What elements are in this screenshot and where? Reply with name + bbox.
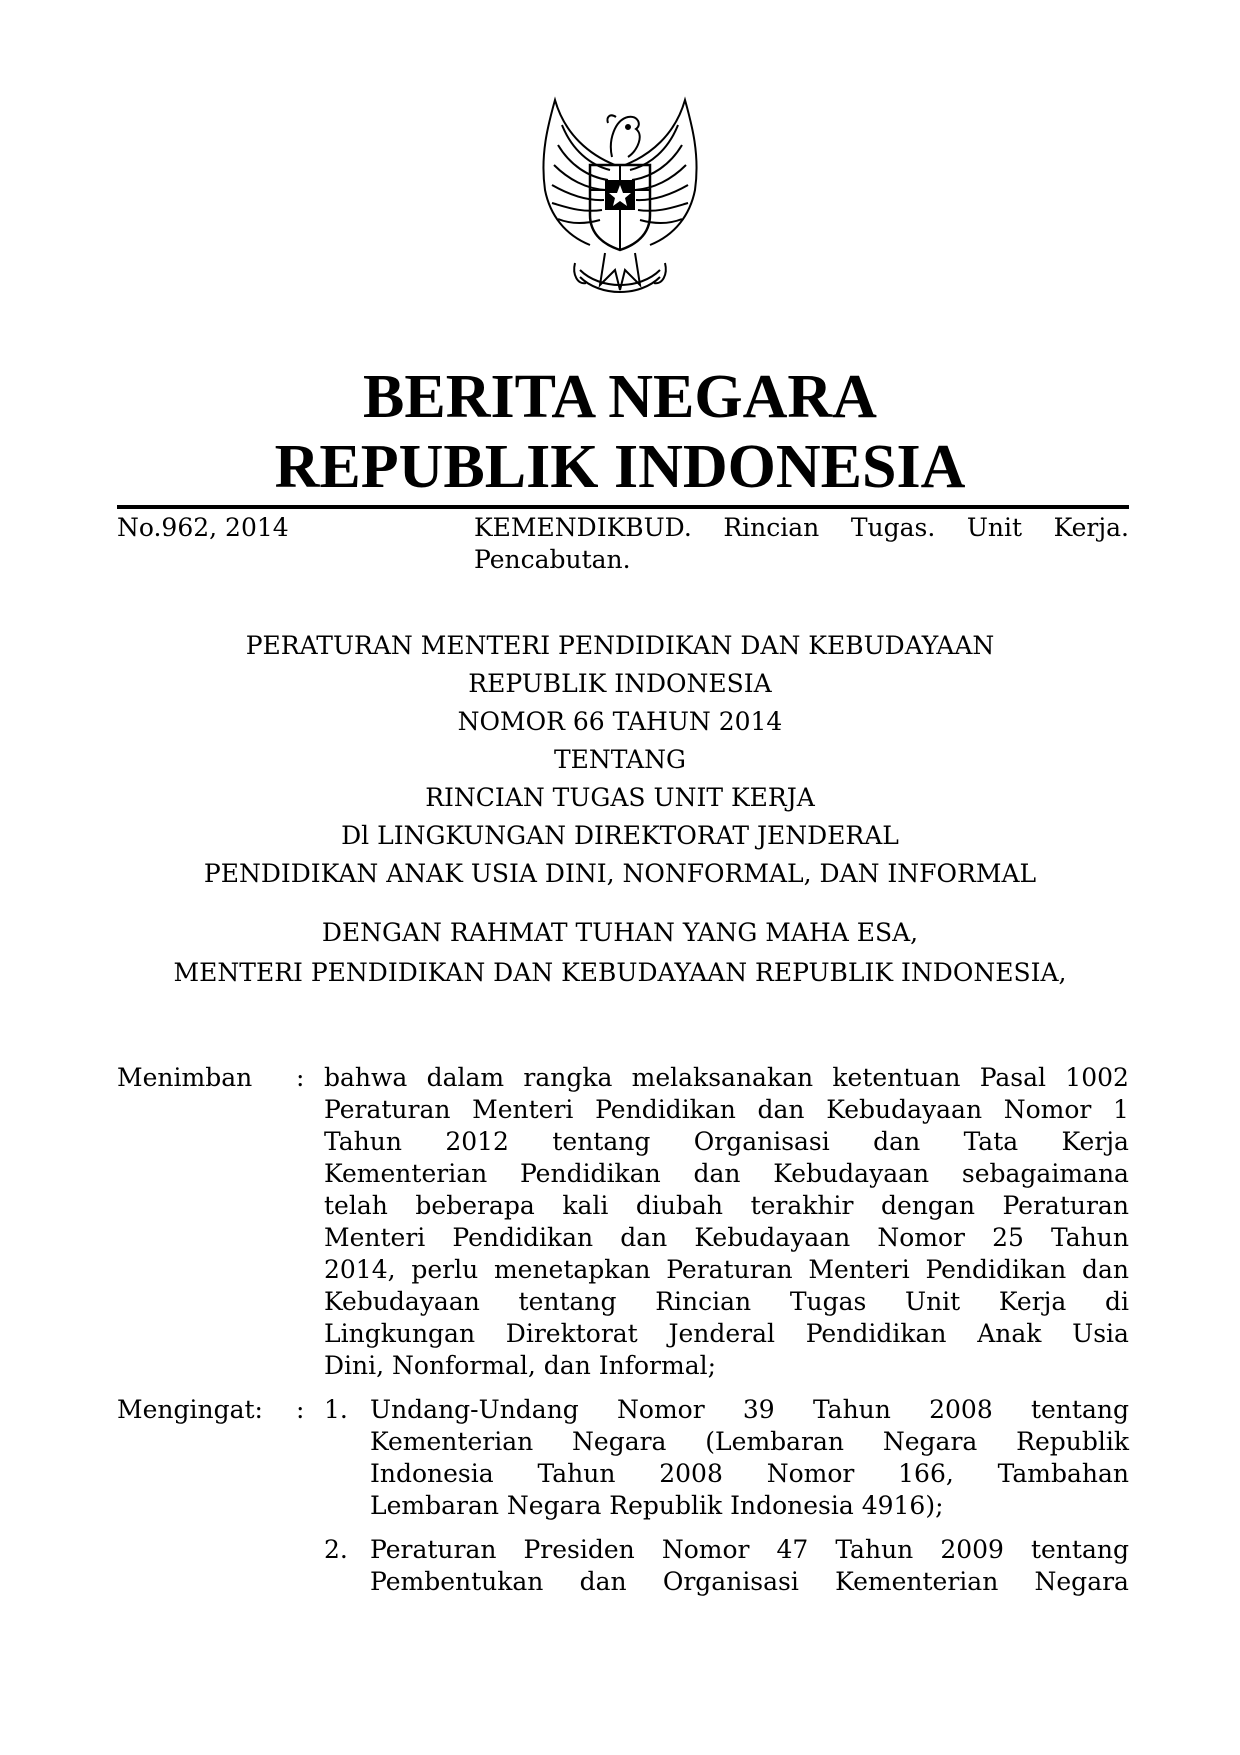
- text-line: [324, 1318, 1129, 1350]
- word: Negara: [882, 1427, 978, 1456]
- header-divider: [117, 505, 1129, 509]
- word: 2012: [445, 1127, 509, 1156]
- text-line: [370, 1426, 1129, 1458]
- word: Anak: [977, 1319, 1042, 1348]
- word: Rincian: [655, 1287, 752, 1316]
- word: Peraturan: [666, 1255, 793, 1284]
- subject-word: Unit: [966, 513, 1023, 542]
- word: Menteri: [472, 1095, 574, 1124]
- text-line: [324, 1062, 1129, 1094]
- word: Organisasi: [662, 1567, 799, 1596]
- word: menetapkan: [493, 1255, 651, 1284]
- word: 47: [776, 1535, 809, 1564]
- word: Tata: [963, 1127, 1019, 1156]
- regulation-line: REPUBLIK INDONESIA: [468, 669, 772, 698]
- word: Kementerian: [370, 1427, 534, 1456]
- preamble-line: DENGAN RAHMAT TUHAN YANG MAHA ESA,: [321, 918, 919, 947]
- word: Kementerian: [324, 1159, 488, 1188]
- text-line: Dini, Nonformal, dan Informal;: [324, 1351, 717, 1380]
- mengingat-colon: :: [296, 1395, 305, 1424]
- word: kali: [562, 1191, 609, 1220]
- text-line: [370, 1534, 1129, 1566]
- mengingat-label: Mengingat:: [117, 1395, 263, 1424]
- publication-title-line2: REPUBLIK INDONESIA: [274, 433, 966, 501]
- word: dalam: [426, 1063, 505, 1092]
- preamble-heading: [0, 913, 1240, 993]
- word: Kebudayaan: [773, 1159, 930, 1188]
- word: 2014,: [324, 1255, 396, 1284]
- word: 2008: [659, 1459, 723, 1488]
- subject-word: KEMENDIKBUD.: [474, 513, 692, 542]
- regulation-line: PERATURAN MENTERI PENDIDIKAN DAN KEBUDAYAAN: [245, 631, 995, 660]
- mengingat-item-number: 1.: [324, 1395, 348, 1424]
- word: di: [1104, 1287, 1129, 1316]
- word: Negara: [572, 1427, 667, 1456]
- word: Nomor: [766, 1459, 855, 1488]
- word: Unit: [905, 1287, 961, 1316]
- word: Tugas: [789, 1287, 867, 1316]
- word: 166,: [898, 1459, 954, 1488]
- word: Negara: [1034, 1567, 1129, 1596]
- word: dan: [620, 1223, 668, 1252]
- word: dan: [873, 1127, 921, 1156]
- subject-word: Tugas.: [850, 513, 936, 542]
- word: Usia: [1072, 1319, 1129, 1348]
- word: Kementerian: [835, 1567, 999, 1596]
- word: sebagaimana: [961, 1159, 1129, 1188]
- mengingat-item-text: [370, 1534, 1129, 1598]
- word: perlu: [411, 1255, 479, 1284]
- word: dan: [579, 1567, 627, 1596]
- word: Kerja: [1061, 1127, 1129, 1156]
- menimbang-colon: :: [296, 1063, 305, 1092]
- word: dan: [693, 1159, 741, 1188]
- text-line: [370, 1566, 1129, 1598]
- word: Tahun: [835, 1535, 914, 1564]
- text-line: [324, 1222, 1129, 1254]
- word: Nomor: [1003, 1095, 1092, 1124]
- text-line: Lembaran Negara Republik Indonesia 4916);: [370, 1491, 944, 1520]
- word: Tahun: [324, 1127, 402, 1156]
- word: Menteri: [324, 1223, 426, 1252]
- word: Pendidikan: [519, 1159, 661, 1188]
- word: Peraturan: [324, 1095, 451, 1124]
- word: Tahun: [537, 1459, 616, 1488]
- publication-number: No.962, 2014: [117, 513, 289, 542]
- menimbang-label: Menimban: [117, 1063, 253, 1092]
- word: Tahun: [812, 1395, 891, 1424]
- word: Undang-Undang: [370, 1395, 579, 1424]
- text-line: [324, 1254, 1129, 1286]
- mengingat-item-text: [370, 1394, 1129, 1522]
- word: Kebudayaan: [694, 1223, 851, 1252]
- word: Tahun: [1051, 1223, 1129, 1252]
- word: Direktorat: [505, 1319, 638, 1348]
- word: Nomor: [877, 1223, 965, 1252]
- word: Kebudayaan: [324, 1287, 480, 1316]
- word: Pembentukan: [370, 1567, 544, 1596]
- publication-title-line1: BERITA NEGARA: [363, 363, 877, 431]
- word: Peraturan: [1002, 1191, 1129, 1220]
- subject-line: [474, 512, 1129, 544]
- publication-subject: [474, 512, 1129, 576]
- text-line: [370, 1394, 1129, 1426]
- word: 1002: [1065, 1063, 1129, 1092]
- garuda-emblem-icon: [520, 95, 720, 310]
- word: Pendidikan: [805, 1319, 947, 1348]
- word: 39: [742, 1395, 775, 1424]
- word: Organisasi: [693, 1127, 830, 1156]
- mengingat-item-number: 2.: [324, 1535, 348, 1564]
- text-line: [370, 1458, 1129, 1490]
- text-line: [324, 1190, 1129, 1222]
- subject-word: Kerja.: [1053, 513, 1129, 542]
- word: Kerja: [998, 1287, 1067, 1316]
- word: Nomor: [661, 1535, 750, 1564]
- word: rangka: [523, 1063, 613, 1092]
- word: Menteri: [808, 1255, 910, 1284]
- subject-word: Rincian: [723, 513, 820, 542]
- word: dan: [1081, 1255, 1129, 1284]
- word: Lingkungan: [324, 1319, 476, 1348]
- word: Tambahan: [997, 1459, 1129, 1488]
- word: 2009: [940, 1535, 1004, 1564]
- word: Kebudayaan: [826, 1095, 983, 1124]
- word: Pasal: [979, 1063, 1047, 1092]
- word: Peraturan: [370, 1535, 497, 1564]
- word: tentang: [1030, 1535, 1129, 1564]
- word: dengan: [881, 1191, 975, 1220]
- word: beberapa: [415, 1191, 535, 1220]
- regulation-line: PENDIDIKAN ANAK USIA DINI, NONFORMAL, DAN INFORMAL: [203, 859, 1037, 888]
- text-line: [324, 1126, 1129, 1158]
- word: melaksanakan: [631, 1063, 814, 1092]
- word: dan: [757, 1095, 805, 1124]
- word: Presiden: [523, 1535, 635, 1564]
- regulation-line: RINCIAN TUGAS UNIT KERJA: [425, 783, 815, 812]
- text-line: [324, 1158, 1129, 1190]
- word: ketentuan: [832, 1063, 961, 1092]
- menimbang-paragraph: [324, 1062, 1129, 1382]
- word: tentang: [1030, 1395, 1129, 1424]
- word: Indonesia: [370, 1459, 494, 1488]
- word: Jenderal: [668, 1319, 776, 1348]
- subject-line: Pencabutan.: [474, 545, 631, 574]
- word: terakhir: [750, 1191, 854, 1220]
- regulation-line: Dl LINGKUNGAN DIREKTORAT JENDERAL: [341, 821, 899, 850]
- word: Republik: [1016, 1427, 1129, 1456]
- word: (Lembaran: [705, 1427, 845, 1456]
- preamble-line: MENTERI PENDIDIKAN DAN KEBUDAYAAN REPUBLIK INDONESIA,: [173, 958, 1067, 987]
- regulation-heading: [0, 627, 1240, 893]
- word: diubah: [635, 1191, 724, 1220]
- regulation-line: TENTANG: [553, 745, 686, 774]
- word: Pendidikan: [925, 1255, 1067, 1284]
- text-line: [324, 1094, 1129, 1126]
- word: tentang: [552, 1127, 651, 1156]
- word: Pendidikan: [452, 1223, 594, 1252]
- text-line: [324, 1286, 1129, 1318]
- word: bahwa: [324, 1063, 408, 1092]
- word: 2008: [929, 1395, 993, 1424]
- regulation-line: NOMOR 66 TAHUN 2014: [457, 707, 783, 736]
- word: Pendidikan: [595, 1095, 736, 1124]
- word: telah: [324, 1191, 388, 1220]
- word: Nomor: [617, 1395, 705, 1424]
- word: 1: [1113, 1095, 1129, 1124]
- word: 25: [992, 1223, 1024, 1252]
- word: tentang: [518, 1287, 617, 1316]
